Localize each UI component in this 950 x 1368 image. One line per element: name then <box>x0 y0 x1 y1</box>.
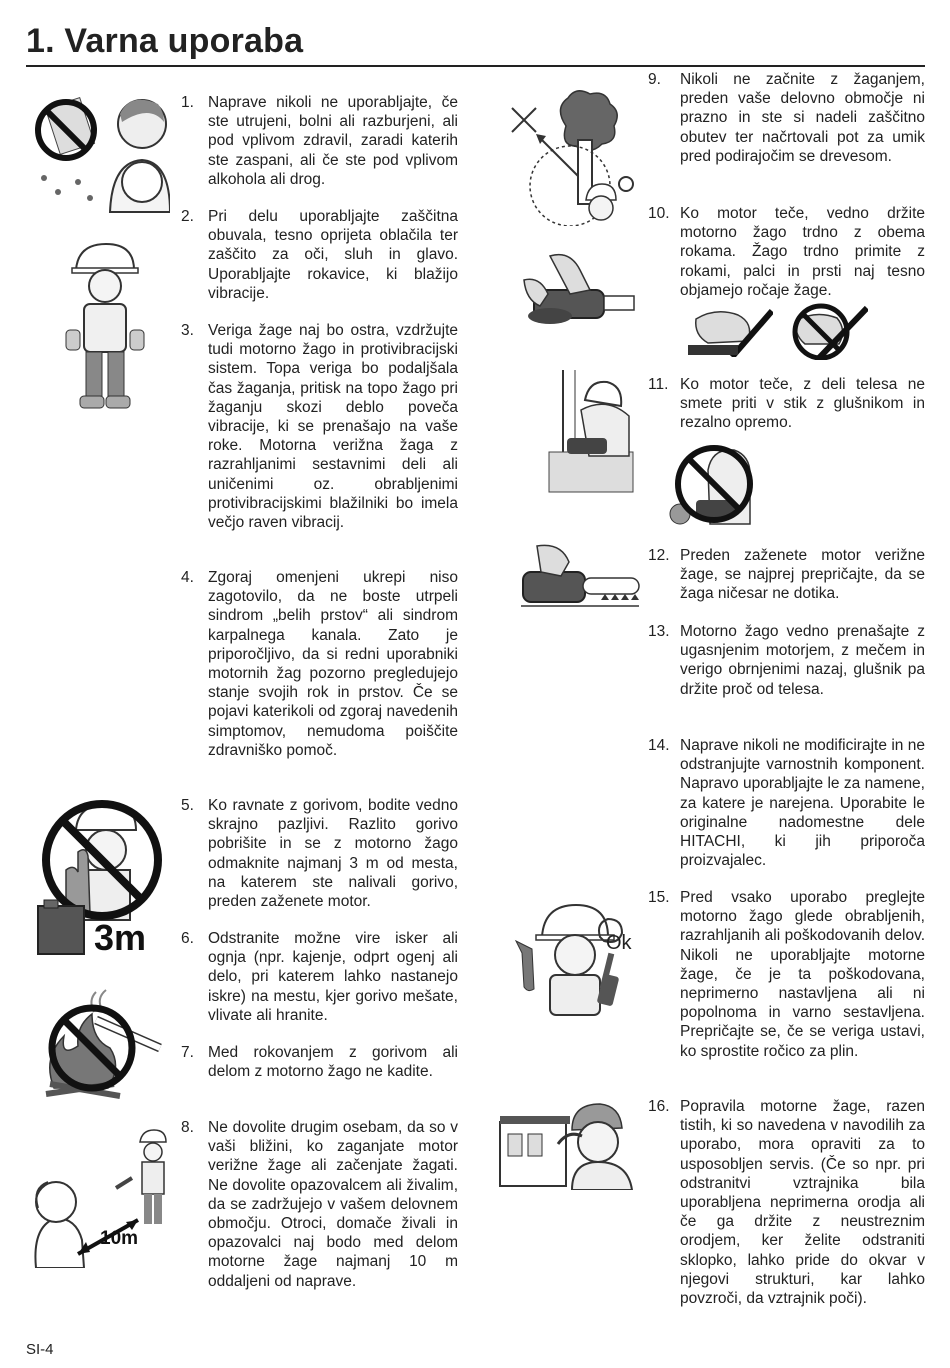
keep-distance-10m-illustration <box>26 1128 176 1268</box>
list-item: 3. Veriga žage naj bo ostra, vzdržujte tudi motorno žago in protivibracijski sistem. Topa veriga bo podaljšala čas žaganja, pritisk na topo žago pri žaganju skozi deblo poveča vibracije, ki se prenašajo na vaše roke. Motorna verižna žaga z razrahljanimi sestavnimi deli ali uničenimi oz. obrabljenimi protivibracijskimi blažilniki bo imela večjo raven vibracij. <box>181 322 458 532</box>
correct-grip-illustration <box>688 305 773 357</box>
list-item: 10. Ko motor teče, vedno držite motorno žago trdno z obema rokama. Žago trdno primite z rokami, palci in prsti naj tesno objamejo ročaje žage. <box>648 205 925 299</box>
distance-3m-label: 3m <box>94 917 147 958</box>
service-technician-illustration <box>498 1100 636 1190</box>
two-hand-grip-illustration <box>520 250 635 330</box>
no-smoking-fire-illustration <box>30 988 170 1103</box>
tired-worker-illustration <box>30 82 170 217</box>
list-item: 11. Ko motor teče, z deli telesa ne smete priti v stik z glušnikom in rezalno opremo. <box>648 376 925 432</box>
list-item: 8. Ne dovolite drugim osebam, da so v vaši bližini, ko zaganjate motor verižne žage ali začenjate žagati. Ne dovolite opazovalcem ali živalim, da se zadržujejo v vašem delovnem območju. Otroci, domače živali in opazovalci naj bodo med delom motorne žage najmanj 10 m oddaljeni od naprave. <box>181 1119 458 1290</box>
fuel-distance-illustration <box>30 790 170 960</box>
distance-10m-label: 10m <box>100 1228 139 1249</box>
list-item: 9. Nikoli ne začnite z žaganjem, preden vaše delovno območje ni prazno in ste si nadeli zaščitno obutev ter načrtovali pot za umik pred podirajočim se drevesom. <box>648 71 925 165</box>
page-number: SI-4 <box>26 1341 54 1358</box>
list-item: 6. Odstranite možne vire isker ali ognja (npr. kajenje, odprt ogenj ali delo, pri katerem lahko nastanejo iskre) na mestu, kjer gorivo mešate, vlivate ali hranite. <box>181 930 458 1024</box>
list-item: 12. Preden zaženete motor verižne žage, se najprej prepričajte, da se žaga ničesar ne dotika. <box>648 547 925 603</box>
title-rule <box>26 65 925 67</box>
cutting-operator-illustration <box>545 370 635 495</box>
list-item: 2. Pri delu uporabljajte zaščitna obuvala, tesno oprijeta oblačila ter zaščito za oči, sluh in glavo. Uporabljajte rokavice, ki blažijo vibracije. <box>181 208 458 302</box>
list-item: 1. Naprave nikoli ne uporabljajte, če ste utrujeni, bolni ali razburjeni, ali pod vplivom zdravil, zaradi katerih ste zaspani, ali če ste pod vplivom alkohola ali drog. <box>181 94 458 188</box>
no-touch-muffler-illustration <box>660 440 760 530</box>
list-item: 5. Ko ravnate z gorivom, bodite vedno skrajno pazljivi. Razlito gorivo pobrišite in se z motorno žago odmaknite najmanj 3 m od mesta, na katerem ste nalivali gorivo, preden zaženete motor. <box>181 797 458 911</box>
list-item: 16. Popravila motorne žage, razen tistih, ki so navedena v navodilih za uporabo, mora opraviti za to usposobljen servis. (Če so npr. pri odstranitvi vztrajnika bila uporabljena neprimerna orodja ali če ga držite z neustreznim orodjem, ker želite odstraniti sklopko, lahko pride do okvar v njegovi strukturi, kar lahko povzroči, da vztrajnik poči). <box>648 1098 925 1308</box>
list-item: 14. Naprave nikoli ne modificirajte in ne odstranjujte varnostnih komponent. Napravo uporabljajte le za namene, za katere je narejena. Uporabite le originalne nadomestne dele HITACHI, ki jih priporoča proizvajalec. <box>648 737 925 870</box>
list-item: 4. Zgoraj omenjeni ukrepi niso zagotovilo, da ne boste utrpeli sindrom „belih prstov“ ali sindrom karpalnega kanala. Zato je priporočljivo, da si redni uporabniki motornih žag pozorno pregledujejo stanje svojih rok in prstov. Če se pojavi katerikoli od zgoraj navedenih simptomov, nemudoma poiščite zdravniško pomoč. <box>181 569 458 759</box>
chainsaw-clear-start-illustration <box>517 542 642 612</box>
wrong-grip-illustration <box>783 302 868 360</box>
felling-retreat-path-illustration <box>506 86 641 226</box>
inspection-ok-illustration <box>512 897 637 1022</box>
list-item: 7. Med rokovanjem z gorivom ali delom z motorno žago ne kadite. <box>181 1044 458 1081</box>
list-item: 13. Motorno žago vedno prenašajte z ugasnjenim motorjem, z mečem in verigo obrnjenimi nazaj, glušnik pa držite proč od telesa. <box>648 623 925 698</box>
list-item: 15. Pred vsako uporabo preglejte motorno žago glede obrabljenih, razrahljanih ali poškodovanih delov. Nikoli ne uporabljajte motorne žage, če je ta poškodovana, neprimerno nastavljena ali ni popolnoma in varno sestavljena. Prepričajte se, če se veriga ustavi, ko sprostite ročico za plin. <box>648 889 925 1060</box>
page-title: 1. Varna uporaba <box>26 22 304 60</box>
ok-mark: Ok <box>606 932 632 954</box>
protective-gear-worker-illustration <box>62 240 152 415</box>
